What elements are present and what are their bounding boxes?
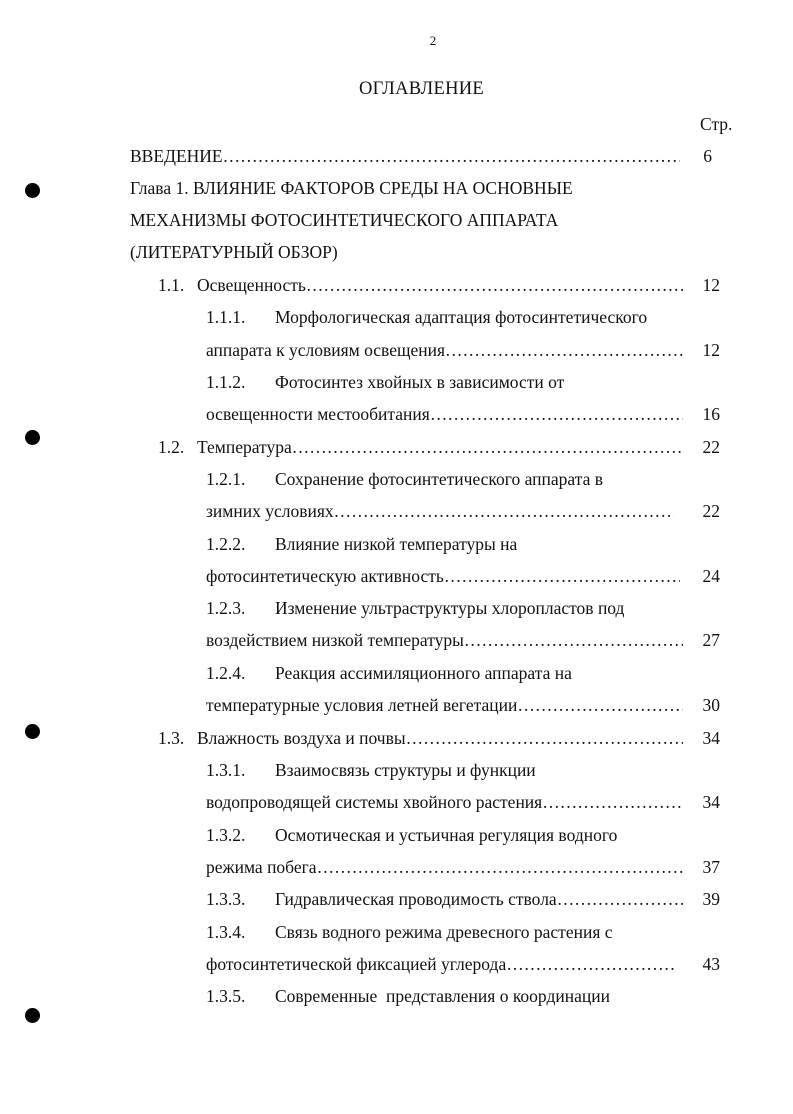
toc-entry-page: 24 (702, 566, 720, 586)
toc-entry-1-2-2 (206, 568, 680, 586)
toc-entry-label: водопроводящей системы хвойного растения (206, 794, 543, 812)
toc-entry-1-1-1 (206, 342, 683, 360)
section-number: 1.1. (158, 275, 185, 295)
toc-entry-1-2 (197, 439, 683, 457)
binder-hole (25, 1008, 40, 1023)
toc-entry-label: воздействием низкой температуры (206, 632, 464, 650)
toc-entry-label: режима побега (206, 859, 317, 877)
toc-entry-label: Влажность воздуха и почвы (197, 730, 406, 748)
toc-entry-line: Современные представления о координации (275, 986, 610, 1006)
toc-entry-page: 37 (702, 857, 720, 877)
toc-entry-1-1 (197, 277, 683, 295)
toc-entry-page: 34 (702, 792, 720, 812)
toc-entry-1-3-4 (206, 956, 676, 974)
toc-entry-line: Изменение ультраструктуры хлоропластов под (275, 598, 625, 618)
toc-entry-label: освещенности местообитания (206, 406, 430, 424)
toc-entry-page: 16 (702, 404, 720, 424)
toc-entry-label: Гидравлическая проводимость ствола (275, 891, 557, 909)
toc-entry-label: температурные условия летней вегетации (206, 697, 518, 715)
toc-entry-label: фотосинтетическую активность (206, 568, 444, 586)
toc-entry-label: фотосинтетической фиксацией углерода (206, 956, 507, 974)
toc-entry-line: Сохранение фотосинтетического аппарата в (275, 469, 604, 489)
chapter-heading-line: (ЛИТЕРАТУРНЫЙ ОБЗОР) (130, 242, 338, 262)
toc-entry-page: 22 (702, 501, 720, 521)
toc-entry-line: Осмотическая и устьичная регуляция водного (275, 825, 618, 845)
section-number: 1.1.1. (206, 307, 246, 327)
toc-entry-intro (130, 148, 680, 166)
toc-entry-line: Влияние низкой температуры на (275, 534, 518, 554)
section-number: 1.1.2. (206, 372, 246, 392)
toc-entry-1-3-1 (206, 794, 683, 812)
page-column-header: Стр. (700, 114, 733, 134)
toc-entry-page: 43 (702, 954, 720, 974)
toc-entry-page: 12 (702, 340, 720, 360)
toc-entry-line: Фотосинтез хвойных в зависимости от (275, 372, 565, 392)
binder-hole (25, 183, 40, 198)
section-number: 1.3.1. (206, 760, 246, 780)
toc-entry-1-2-1 (206, 503, 674, 521)
toc-entry-page: 34 (702, 728, 720, 748)
chapter-heading-line: Глава 1. ВЛИЯНИЕ ФАКТОРОВ СРЕДЫ НА ОСНОВНЫЕ (130, 178, 573, 198)
toc-entry-1-3-2 (206, 859, 683, 877)
toc-entry-1-1-2 (206, 406, 683, 424)
toc-entry-label: аппарата к условиям освещения (206, 342, 446, 360)
section-number: 1.2.1. (206, 469, 246, 489)
toc-entry-page: 30 (702, 695, 720, 715)
toc-entry-page: 22 (702, 437, 720, 457)
toc-entry-label: ВВЕДЕНИЕ (130, 148, 223, 166)
toc-entry-page: 12 (702, 275, 720, 295)
section-number: 1.2.3. (206, 598, 246, 618)
section-number: 1.3.3. (206, 889, 246, 909)
section-number: 1.3.5. (206, 986, 246, 1006)
chapter-heading-line: МЕХАНИЗМЫ ФОТОСИНТЕТИЧЕСКОГО АППАРАТА (130, 210, 559, 230)
toc-entry-line: Реакция ассимиляционного аппарата на (275, 663, 572, 683)
toc-entry-line: Взаимосвязь структуры и функции (275, 760, 536, 780)
toc-entry-1-2-4 (206, 697, 683, 715)
toc-entry-1-2-3 (206, 632, 683, 650)
binder-hole (25, 430, 40, 445)
toc-entry-line: Морфологическая адаптация фотосинтетического (275, 307, 648, 327)
section-number: 1.3.4. (206, 922, 246, 942)
toc-entry-1-3 (197, 730, 683, 748)
toc-entry-label: Температура (197, 439, 292, 457)
toc-entry-line: Связь водного режима древесного растения с (275, 922, 613, 942)
page-number: 2 (429, 33, 437, 48)
toc-entry-label: зимних условиях (206, 503, 334, 521)
toc-entry-label: Освещенность (197, 277, 306, 295)
section-number: 1.2. (158, 437, 185, 457)
toc-entry-page: 27 (702, 630, 720, 650)
section-number: 1.2.2. (206, 534, 246, 554)
section-number: 1.3. (158, 728, 185, 748)
binder-hole (25, 724, 40, 739)
section-number: 1.2.4. (206, 663, 246, 683)
toc-entry-1-3-3 (275, 891, 683, 909)
toc-entry-page: 6 (703, 146, 712, 166)
section-number: 1.3.2. (206, 825, 246, 845)
toc-entry-page: 39 (702, 889, 720, 909)
page-title: ОГЛАВЛЕНИЕ (358, 79, 485, 99)
